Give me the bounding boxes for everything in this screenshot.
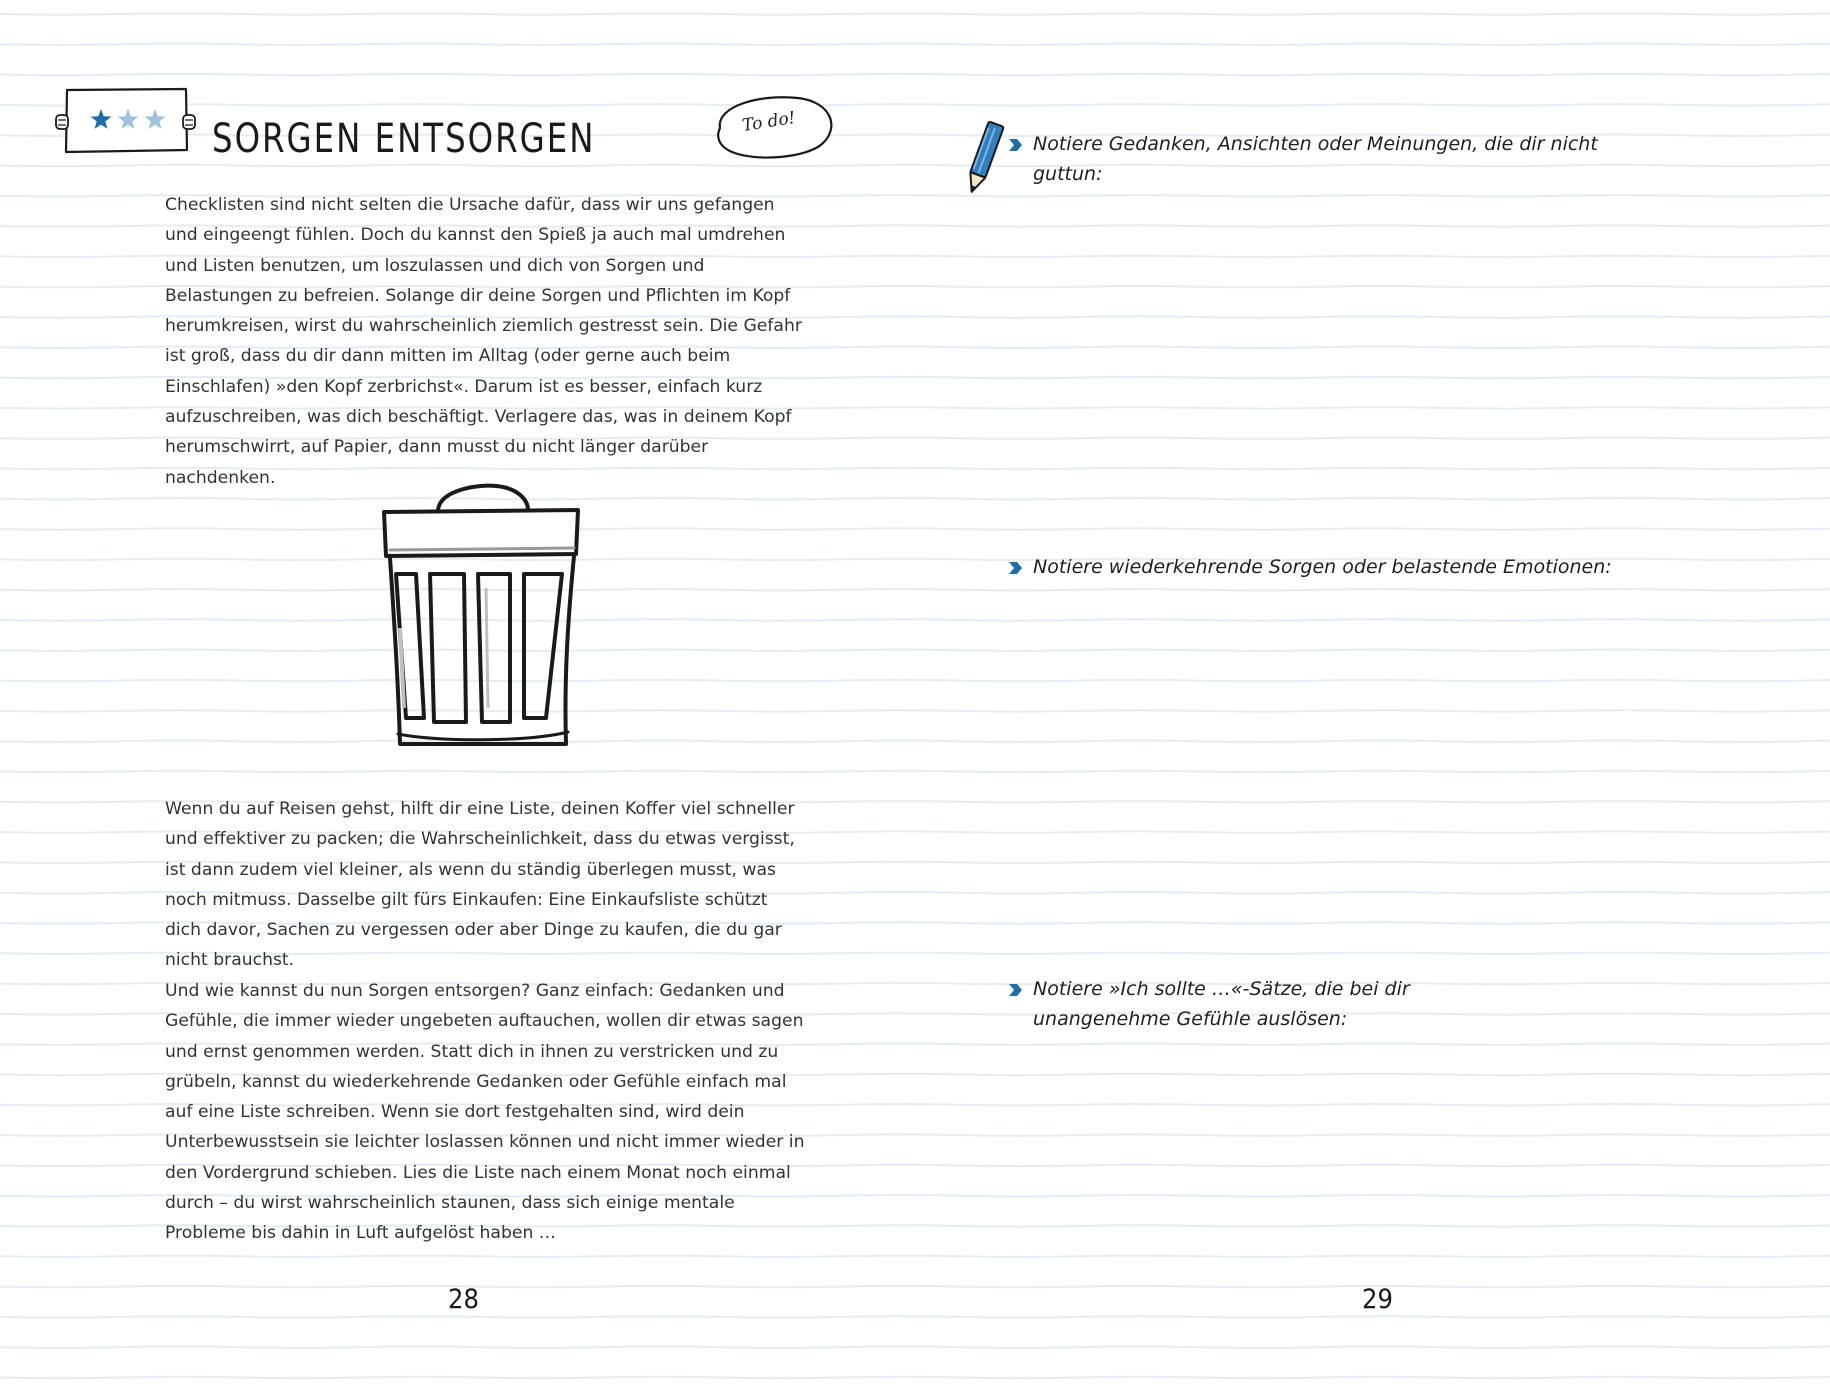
prompt-text: Notiere »Ich sollte …«-Sätze, die bei dir unangenehme Gefühle auslösen: xyxy=(1033,978,1410,1031)
difficulty-sign xyxy=(52,84,200,160)
prompt-text: Notiere wiederkehrende Sorgen oder belastende Emotionen: xyxy=(1033,556,1612,578)
prompt-item xyxy=(1033,974,1553,1035)
how-to-paragraph: Und wie kannst du nun Sorgen entsorgen? Ganz einfach: Gedanken und Gefühle, die immer wieder ungebeten auftauchen, wollen dir etwas sagen und ernst genommen werden. Statt dich in ihnen zu verstricken und zu grübeln, kannst du wiederkehrende Gedanken oder Gefühle einfach mal auf eine Liste schreiben. Wenn sie dort festgehalten sind, wird dein Unterbewusstsein sie leichter loslassen können und nicht immer wieder in den Vordergrund schieben. Lies die Liste nach einem Monat noch einmal durch – du wirst wahrscheinlich staunen, dass sich einige mentale Probleme bis dahin in Luft aufgelöst haben … xyxy=(165,981,805,1244)
prompt-item xyxy=(1033,129,1633,190)
pencil-icon xyxy=(958,118,1010,198)
chevron-right-icon xyxy=(1007,137,1023,153)
prompt-item xyxy=(1033,552,1633,582)
chevron-right-icon xyxy=(1007,982,1023,998)
intro-paragraph: Checklisten sind nicht selten die Ursache dafür, dass wir uns gefangen und eingeengt fühlen. Doch du kannst den Spieß ja auch mal umdrehen und Listen benutzen, um loszulassen und dich von Sorgen und Belastungen zu befreien. Solange dir deine Sorgen und Pflichten im Kopf herumkreisen, wirst du wahrscheinlich ziemlich gestresst sein. Die Gefahr ist groß, dass du dir dann mitten im Alltag (oder gerne auch beim Einschlafen) »den Kopf zerbrichst«. Darum ist es besser, einfach kurz aufzuschreiben, was dich beschäftigt. Verlagere das, was in deinem Kopf herumschwirrt, auf Papier, dann musst du nicht länger darüber nachdenken. xyxy=(165,195,802,488)
page-number-left: 28 xyxy=(448,1284,479,1315)
right-page xyxy=(915,0,1830,1387)
travel-paragraph: Wenn du auf Reisen gehst, hilft dir eine Liste, deinen Koffer viel schneller und effektiver zu packen; die Wahrscheinlichkeit, dass du etwas vergisst, ist dann zudem viel kleiner, als wenn du ständig überlegen musst, was noch mitmuss. Dasselbe gilt fürs Einkaufen: Eine Einkaufsliste schützt dich davor, Sachen zu vergessen oder aber Dinge zu kaufen, die du gar nicht brauchst. xyxy=(165,799,795,971)
trash-can-illustration xyxy=(378,478,588,758)
chevron-right-icon xyxy=(1007,560,1023,576)
prompt-text: Notiere Gedanken, Ansichten oder Meinungen, die dir nicht guttun: xyxy=(1033,133,1598,186)
page-number-right: 29 xyxy=(1362,1284,1393,1315)
speech-bubble-text: To do! xyxy=(740,107,797,137)
section-title: SORGEN ENTSORGEN xyxy=(212,116,596,162)
